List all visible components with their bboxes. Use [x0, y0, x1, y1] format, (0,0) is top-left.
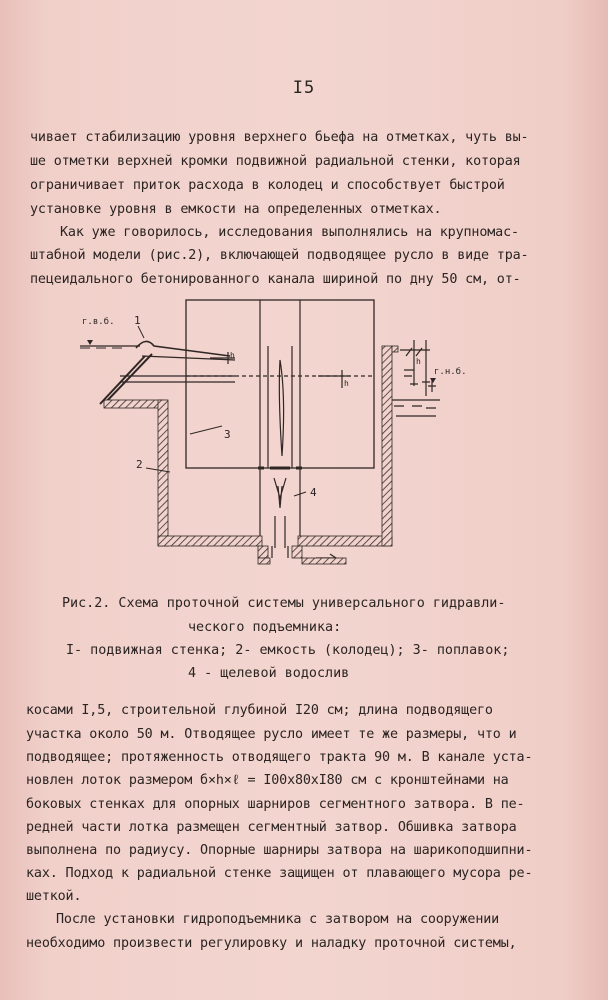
text-line: Как уже говорилось, исследования выполнялись на крупномас-	[60, 225, 519, 240]
text-line: косами I,5, строительной глубиной I20 см; длина подводящего	[26, 703, 493, 718]
text-line: штабной модели (рис.2), включающей подводящее русло в виде тра-	[30, 248, 529, 263]
text-line: ограничивает приток расхода в колодец и способствует быстрой	[30, 178, 505, 193]
text-line: установке уровня в емкости на определенных отметках.	[30, 202, 442, 217]
text-line: После установки гидроподъемника с затвором на сооружении	[56, 912, 500, 927]
label-2: 2	[136, 458, 143, 471]
text-line: ше отметки верхней кромки подвижной радиальной стенки, которая	[30, 154, 521, 169]
label-h: h	[230, 351, 235, 360]
hydraulic-lift-diagram	[60, 296, 530, 586]
label-3: 3	[224, 428, 231, 441]
text-line: редней части лотка размещен сегментный затвор. Обшивка затвора	[26, 820, 517, 835]
text-line: ках. Подход к радиальной стенке защищен от плавающего мусора ре-	[26, 866, 533, 881]
label-4: 4	[310, 486, 317, 499]
figure-caption-line: Рис.2. Схема проточной системы универсального гидравли-	[62, 596, 506, 611]
text-line: выполнена по радиусу. Опорные шарниры затвора на шарикоподшипни-	[26, 843, 533, 858]
text-line: подводящее; протяженность отводящего тракта 90 м. В канале уста-	[26, 750, 533, 765]
text-line: необходимо произвести регулировку и наладку проточной системы,	[26, 936, 517, 951]
text-line: пецеидального бетонированного канала шириной по дну 50 см, от-	[30, 272, 521, 287]
page-number: I5	[292, 78, 316, 98]
label-h: h	[344, 379, 349, 388]
text-line: боковых стенках для опорных шарниров сегментного затвора. В пе-	[26, 797, 525, 812]
figure-caption-line: I- подвижная стенка; 2- емкость (колодец); 3- поплавок;	[66, 643, 510, 658]
label-1: 1	[134, 314, 141, 327]
label-lower-water-level: г.н.б.	[434, 367, 467, 377]
text-line: новлен лоток размером б×h×ℓ = I00x80xI80 см с кронштейнами на	[26, 773, 509, 788]
text-line: шеткой.	[26, 889, 82, 904]
label-upper-water-level: г.в.б.	[82, 317, 115, 327]
label-h: h	[416, 357, 421, 366]
text-line: участка около 50 м. Отводящее русло имеет те же размеры, что и	[26, 727, 517, 742]
figure-caption-line: 4 - щелевой водослив	[188, 666, 350, 681]
text-line: чивает стабилизацию уровня верхнего бьефа на отметках, чуть вы-	[30, 130, 529, 145]
figure-caption-line: ческого подъемника:	[188, 620, 342, 635]
